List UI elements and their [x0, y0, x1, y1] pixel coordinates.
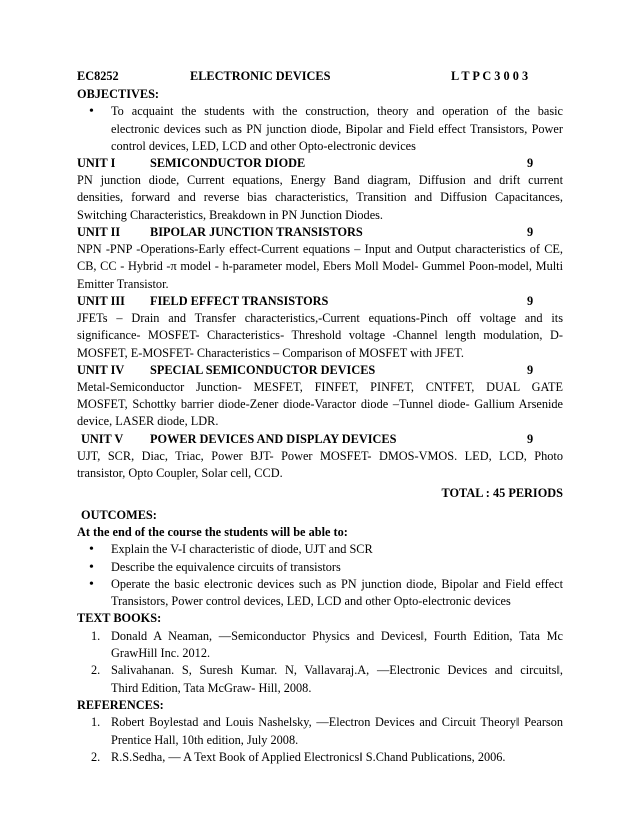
unit-title: FIELD EFFECT TRANSISTORS: [150, 293, 329, 308]
objective-line: control devices, LED, LCD and other Opto-electronic devices: [111, 138, 416, 153]
content-line: Metal-Semiconductor Junction- MESFET, FINFET, PINFET, CNTFET, DUAL GATE: [77, 379, 563, 394]
content-line: Emitter Transistor.: [77, 276, 169, 291]
objective-line: • To acquaint the students with the construction, theory and operation of the basic: [111, 104, 563, 119]
unit-title: POWER DEVICES AND DISPLAY DEVICES: [150, 431, 397, 446]
objectives-list: [77, 103, 563, 155]
content-line: CB, CC - Hybrid -π model - h-parameter model, Ebers Moll Model- Gummel Poon-model, Multi: [77, 259, 563, 274]
objective-line: electronic devices such as PN junction diode, Bipolar and Field effect Transistors, Power: [111, 121, 563, 136]
reference-line: Robert Boylestad and Louis Nashelsky, ―Electron Devices and Circuit Theory‖ Pearson: [111, 715, 563, 730]
outcomes-heading: OUTCOMES:: [81, 507, 157, 522]
content-line: MOSFET, E-MOSFET- Characteristics – Comparison of MOSFET with JFET.: [77, 345, 464, 360]
unit-hours: 9: [527, 225, 534, 240]
unit-content: [77, 379, 563, 431]
unit-number: UNIT III: [77, 293, 125, 308]
course-header: [77, 68, 563, 86]
content-line: NPN -PNP -Operations-Early effect-Current equations – Input and Output characteristics of CE,: [77, 242, 563, 257]
reference-line: R.S.Sedha, ― A Text Book of Applied Electronics‖ S.Chand Publications, 2006.: [111, 749, 506, 764]
unit-heading: [77, 362, 563, 379]
item-number: 1.: [91, 628, 101, 643]
book-line: GrawHill Inc. 2012.: [111, 646, 211, 661]
unit-content: [77, 241, 563, 293]
unit-heading: [77, 293, 563, 310]
unit-heading: [77, 224, 563, 241]
unit-title: SEMICONDUCTOR DIODE: [150, 156, 306, 171]
outcome-line: • Operate the basic electronic devices such as PN junction diode, Bipolar and Field effect: [111, 576, 563, 591]
references-heading: REFERENCES:: [77, 697, 164, 712]
total-periods: TOTAL : 45 PERIODS: [441, 486, 563, 501]
unit-number: UNIT V: [81, 431, 124, 446]
content-line: UJT, SCR, Diac, Triac, Power BJT- Power MOSFET- DMOS-VMOS. LED, LCD, Photo: [77, 448, 563, 463]
item-number: 2.: [91, 749, 101, 764]
textbooks-heading: TEXT BOOKS:: [77, 611, 162, 626]
outcomes-intro: At the end of the course the students will be able to:: [77, 524, 348, 539]
outcome-line: • Describe the equivalence circuits of transistors: [111, 559, 341, 574]
outcomes-list: [77, 541, 563, 610]
textbooks-list: [77, 628, 563, 697]
unit-title: SPECIAL SEMICONDUCTOR DEVICES: [150, 362, 376, 377]
book-line: Donald A Neaman, ―Semiconductor Physics and Devices‖, Fourth Edition, Tata Mc: [111, 628, 563, 643]
list-item: [77, 559, 563, 576]
references-list: [77, 714, 563, 766]
unit-number: UNIT I: [77, 156, 116, 171]
list-item: [77, 103, 563, 155]
outcome-line: • Explain the V-I characteristic of diode, UJT and SCR: [111, 542, 373, 557]
item-number: 2.: [91, 663, 101, 678]
content-line: device, LASER diode, LDR.: [77, 414, 219, 429]
book-line: Salivahanan. S, Suresh Kumar. N, Vallavaraj.A, ―Electronic Devices and circuits‖,: [111, 663, 563, 678]
syllabus-page: [77, 68, 563, 766]
objectives-heading: OBJECTIVES:: [77, 87, 160, 101]
list-item: [77, 749, 563, 766]
list-item: [77, 541, 563, 558]
unit-content: [77, 172, 563, 224]
unit-hours: 9: [527, 431, 534, 446]
item-number: 1.: [91, 715, 101, 730]
content-line: JFETs – Drain and Transfer characteristics,-Current equations-Pinch off voltage and its: [77, 310, 563, 325]
unit-heading: [77, 155, 563, 172]
unit-number: UNIT IV: [77, 362, 125, 377]
course-title: ELECTRONIC DEVICES: [190, 69, 331, 83]
unit-content: [77, 448, 563, 483]
content-line: Switching Characteristics, Breakdown in PN Junction Diodes.: [77, 207, 384, 222]
content-line: PN junction diode, Current equations, Energy Band diagram, Diffusion and drift current: [77, 173, 563, 188]
book-line: Third Edition, Tata McGraw- Hill, 2008.: [111, 680, 312, 695]
unit-content: [77, 310, 563, 362]
content-line: densities, forward and reverse bias characteristics, Transition and Diffusion Capacitances,: [77, 190, 563, 205]
outcome-line: Transistors, Power control devices, LED, LCD and other Opto-electronic devices: [111, 594, 511, 609]
content-line: transistor, Opto Coupler, Solar cell, CCD.: [77, 466, 283, 481]
unit-heading: [77, 431, 563, 448]
content-line: significance- MOSFET- Characteristics- Threshold voltage -Channel length modulation, D-: [77, 328, 563, 343]
unit-hours: 9: [527, 156, 534, 171]
unit-hours: 9: [527, 293, 534, 308]
list-item: [77, 714, 563, 749]
course-code: EC8252: [77, 69, 119, 83]
content-line: MOSFET, Schottky barrier diode-Zener diode-Varactor diode –Tunnel diode- Gallium Arsenide: [77, 397, 563, 412]
list-item: [77, 628, 563, 663]
reference-line: Prentice Hall, 10th edition, July 2008.: [111, 732, 299, 747]
list-item: [77, 662, 563, 697]
list-item: [77, 576, 563, 611]
unit-title: BIPOLAR JUNCTION TRANSISTORS: [150, 225, 363, 240]
ltpc: L T P C 3 0 0 3: [451, 69, 529, 83]
unit-hours: 9: [527, 362, 534, 377]
unit-number: UNIT II: [77, 225, 121, 240]
